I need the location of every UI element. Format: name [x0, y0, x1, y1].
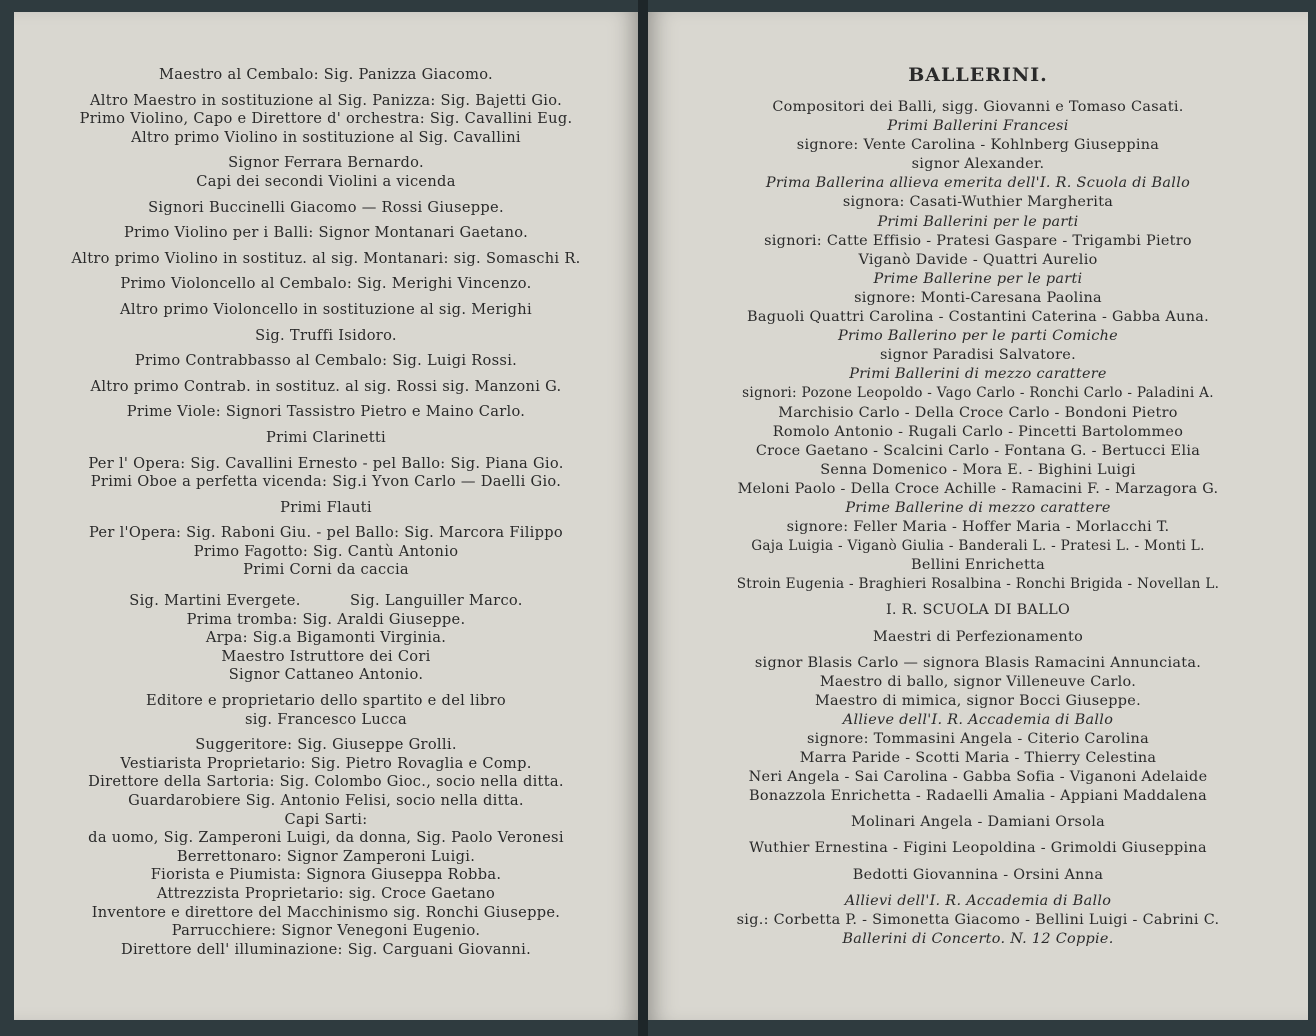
text-line: Bonazzola Enrichetta - Radaelli Amalia - Appiani Maddalena: [749, 788, 1207, 805]
text-line: Suggeritore: Sig. Giuseppe Grolli.: [195, 736, 457, 754]
text-line: signori: Pozone Leopoldo - Vago Carlo - Ronchi Carlo - Paladini A.: [742, 385, 1214, 402]
text-line: Molinari Angela - Damiani Orsola: [851, 814, 1105, 831]
text-line: Maestro Istruttore dei Cori: [221, 647, 431, 665]
text-line: Romolo Antonio - Rugali Carlo - Pincetti Bartolommeo: [772, 423, 1184, 440]
text-line: Primi Ballerini di mezzo carattere: [849, 366, 1107, 383]
text-line: Editore e proprietario dello spartito e del libro: [146, 692, 506, 710]
text-line: Arpa: Sig.a Bigamonti Virginia.: [205, 629, 447, 647]
text-line: Wuthier Ernestina - Figini Leopoldina - Grimoldi Giuseppina: [749, 840, 1207, 857]
text-line: Maestri di Perfezionamento: [872, 628, 1084, 645]
text-line: Direttore della Sartoria: Sig. Colombo Gioc., socio nella ditta.: [88, 773, 564, 791]
text-line: Altro primo Violoncello in sostituzione al sig. Merighi: [120, 300, 532, 318]
text-line: Compositori dei Balli, sigg. Giovanni e Tomaso Casati.: [772, 99, 1184, 115]
text-line: Prime Ballerine di mezzo carattere: [845, 499, 1111, 516]
text-line: Primo Contrabbasso al Cembalo: Sig. Luigi Rossi.: [134, 352, 518, 370]
text-line: Allievi dell'I. R. Accademia di Ballo: [844, 892, 1112, 909]
text-line: Croce Gaetano - Scalcini Carlo - Fontana G. - Bertucci Elia: [755, 442, 1201, 459]
text-line: Altro primo Contrab. in sostituz. al sig. Rossi sig. Manzoni G.: [90, 377, 562, 395]
text-line: Meloni Paolo - Della Croce Achille - Ramacini F. - Marzagora G.: [737, 480, 1219, 497]
text-line: Signori Buccinelli Giacomo — Rossi Giuseppe.: [148, 198, 504, 216]
text-line: Bellini Enrichetta: [911, 557, 1045, 574]
text-line: sig. Francesco Lucca: [244, 710, 407, 728]
page-title: BALLERINI.: [908, 64, 1048, 86]
text-line: Allieve dell'I. R. Accademia di Ballo: [842, 711, 1114, 728]
text-line: Prime Viole: Signori Tassistro Pietro e Maino Carlo.: [126, 403, 526, 421]
text-line: Stroin Eugenia - Braghieri Rosalbina - Ronchi Brigida - Novellan L.: [736, 576, 1220, 593]
text-line: Altro primo Violino in sostituz. al sig. Montanari: sig. Somaschi R.: [71, 249, 581, 267]
text-line: Capi Sarti:: [284, 810, 368, 828]
section-heading: I. R. SCUOLA DI BALLO: [885, 602, 1071, 619]
text-line: Maestro di ballo, signor Villeneuve Carlo.: [819, 673, 1137, 690]
text-line: Inventore e direttore del Macchinismo sig. Ronchi Giuseppe.: [91, 903, 561, 921]
text-line: Marchisio Carlo - Della Croce Carlo - Bondoni Pietro: [778, 404, 1178, 421]
text-line: Maestro di mimica, signor Bocci Giuseppe.: [815, 692, 1141, 709]
text-line: Berrettonaro: Signor Zamperoni Luigi.: [176, 847, 476, 865]
text-line: signor Blasis Carlo — signora Blasis Ramacini Annunciata.: [754, 654, 1202, 671]
text-line: Primi Corni da caccia: [243, 561, 409, 579]
text-line: Primi Oboe a perfetta vicenda: Sig.i Yvon Carlo — Daelli Gio.: [90, 473, 562, 491]
text-line: Primi Ballerini per le parti: [877, 213, 1079, 230]
text-line: Primo Violoncello al Cembalo: Sig. Merighi Vincenzo.: [120, 275, 532, 293]
text-line: Prime Ballerine per le parti: [873, 270, 1083, 287]
text-line: Sig. Martini Evergete. Sig. Languiller Marco.: [129, 592, 523, 610]
text-line: Parrucchiere: Signor Venegoni Eugenio.: [171, 922, 481, 940]
text-line: Per l' Opera: Sig. Cavallini Ernesto - pel Ballo: Sig. Piana Gio.: [88, 454, 564, 472]
text-line: Neri Angela - Sai Carolina - Gabba Sofia - Viganoni Adelaide: [748, 769, 1208, 786]
text-line: signore: Tommasini Angela - Citerio Carolina: [807, 731, 1149, 747]
left-page: [14, 12, 638, 1020]
text-line: Primi Clarinetti: [265, 428, 387, 446]
text-line: Maestro al Cembalo: Sig. Panizza Giacomo.: [159, 66, 493, 83]
text-line: Primo Ballerino per le parti Comiche: [838, 328, 1118, 345]
right-page: [648, 12, 1308, 1020]
text-line: Attrezzista Proprietario: sig. Croce Gaetano: [156, 884, 496, 902]
text-line: Viganò Davide - Quattri Aurelio: [858, 251, 1098, 268]
text-line: signor Alexander.: [911, 156, 1045, 173]
book-gutter: [638, 0, 648, 1036]
text-line: Primi Flauti: [280, 498, 372, 516]
text-line: Primo Fagotto: Sig. Cantù Antonio: [193, 542, 459, 560]
text-line: Primo Violino per i Balli: Signor Montanari Gaetano.: [123, 224, 529, 242]
text-line: Signor Cattaneo Antonio.: [228, 666, 424, 684]
text-line: signor Paradisi Salvatore.: [879, 347, 1076, 364]
text-line: signora: Casati-Wuthier Margherita: [842, 194, 1114, 211]
text-line: da uomo, Sig. Zamperoni Luigi, da donna, Sig. Paolo Veronesi: [88, 829, 564, 847]
text-line: Fiorista e Piumista: Signora Giuseppa Robba.: [150, 866, 502, 884]
text-line: Altro primo Violino in sostituzione al Sig. Cavallini: [131, 128, 521, 146]
text-line: Prima Ballerina allieva emerita dell'I. R. Scuola di Ballo: [765, 175, 1191, 192]
text-line: sig.: Corbetta P. - Simonetta Giacomo - Bellini Luigi - Cabrini C.: [736, 911, 1220, 928]
text-line: Sig. Truffi Isidoro.: [255, 326, 397, 344]
text-line: Capi dei secondi Violini a vicenda: [196, 172, 456, 190]
text-line: Ballerini di Concerto. N. 12 Coppie.: [842, 930, 1114, 947]
text-line: Direttore dell' illuminazione: Sig. Carguani Giovanni.: [120, 940, 532, 958]
text-line: Marra Paride - Scotti Maria - Thierry Celestina: [799, 750, 1157, 767]
text-line: Baguoli Quattri Carolina - Costantini Caterina - Gabba Auna.: [746, 309, 1210, 326]
text-line: Altro Maestro in sostituzione al Sig. Panizza: Sig. Bajetti Gio.: [89, 91, 563, 109]
text-line: Vestiarista Proprietario: Sig. Pietro Rovaglia e Comp.: [120, 754, 532, 772]
text-line: Primi Ballerini Francesi: [887, 118, 1069, 135]
text-line: signori: Catte Effisio - Pratesi Gaspare - Trigambi Pietro: [764, 232, 1192, 249]
text-line: Primo Violino, Capo e Direttore d' orchestra: Sig. Cavallini Eug.: [79, 110, 573, 128]
text-line: signore: Monti-Caresana Paolina: [854, 289, 1102, 306]
text-line: Guardarobiere Sig. Antonio Felisi, socio nella ditta.: [128, 792, 524, 809]
text-line: Per l'Opera: Sig. Raboni Giu. - pel Ballo: Sig. Marcora Filippo: [88, 524, 564, 542]
text-line: Prima tromba: Sig. Araldi Giuseppe.: [186, 610, 466, 628]
text-line: Signor Ferrara Bernardo.: [228, 154, 424, 172]
text-line: Bedotti Giovannina - Orsini Anna: [852, 866, 1104, 883]
text-line: signore: Vente Carolina - Kohlnberg Giuseppina: [796, 137, 1160, 154]
text-line: Senna Domenico - Mora E. - Bighini Luigi: [820, 461, 1136, 478]
text-line: Gaja Luigia - Viganò Giulia - Banderali L. - Pratesi L. - Monti L.: [751, 538, 1205, 555]
text-line: signore: Feller Maria - Hoffer Maria - Morlacchi T.: [786, 519, 1170, 536]
